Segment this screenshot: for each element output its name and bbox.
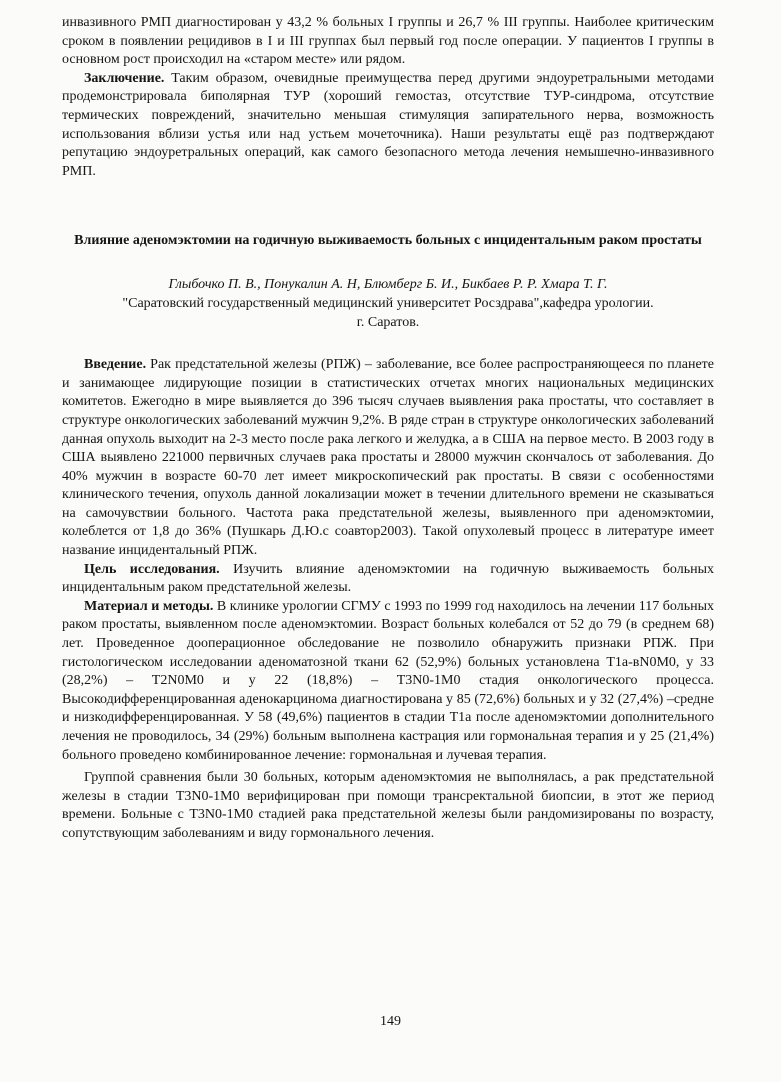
aim-text: Изучить влияние аденомэктомии на годичную выживаемость больных инцидентальным раком предстательной железы. bbox=[62, 561, 714, 596]
methods-label: Материал и методы. bbox=[84, 598, 214, 614]
methods-paragraph bbox=[62, 598, 714, 765]
article-title: Влияние аденомэктомии на годичную выживаемость больных с инцидентальным раком простаты bbox=[74, 233, 702, 249]
methods-text: В клинике урологии СГМУ с 1993 по 1999 год находилось на лечении 117 больных раком простаты, выявленном после аденомэктомии. Возраст больных колебался от 52 до 79 (в среднем 68) лет. Проведенное дооперационное обследование не позволило обнаружить признаки РПЖ. При гистологическом исследовании аденоматозной ткани 62 (52,9%) больных установлена T1a-вN0M0, у 33 (28,2%) – T2N0M0 и у 22 (18,8%) – T3N0-1M0 стадия онкологического процесса. Высокодифференцированная аденокарцинома диагностирована у 85 (72,6%) больных и у 32 (27,4%) –средне и низкодифференцированная. У 58 (49,6%) пациентов в стадии T1a после аденомэктомии дополнительного лечения не проводилось, 34 (29%) больным выполнена кастрация или гормональная терапия и у 25 (21,4%) больного проведено комбинированное лечение: гормональная и лучевая терапия. bbox=[62, 598, 714, 763]
article-city: г. Саратов. bbox=[356, 314, 420, 330]
previous-article-conclusion-paragraph bbox=[62, 70, 714, 182]
aim-paragraph bbox=[62, 561, 714, 598]
conclusion-label: Заключение. bbox=[84, 70, 165, 86]
page-number: 149 bbox=[380, 1014, 401, 1029]
introduction-paragraph bbox=[62, 356, 714, 561]
article-authors: Глыбочко П. В., Понукалин А. Н, Блюмберг Б. И., Бикбаев Р. Р. Хмара Т. Г. bbox=[168, 277, 608, 293]
introduction-label: Введение. bbox=[84, 357, 147, 373]
article-affiliation: "Саратовский государственный медицинский университет Росздрава",кафедра урологии. bbox=[122, 295, 654, 311]
spacer bbox=[62, 332, 714, 356]
comparison-group-paragraph: Группой сравнения были 30 больных, которым аденомэктомия не выполнялась, а рак предстательной железы в стадии T3N0-1M0 верифицирован при помощи трансректальной биопсии, в этот же период времени. Больные с T3N0-1M0 стадией рака предстательной железы были рандомизированы по возрасту, сопутствующим заболеваниям и виду гормонального лечения. bbox=[62, 770, 714, 841]
conclusion-text: Таким образом, очевидные преимущества перед другими эндоуретральными методами продемонстрировала биполярная ТУР (хороший гемостаз, отсутствие ТУР-синдрома, отсутствие термических повреждений, значительно меньшая стимуляция запирательного нерва, возможность использования вблизи устья или над устьем мочеточника). Наши результаты ещё раз подтверждают репутацию эндоуретральных операций, как самого безопасного метода лечения немышечно-инвазивного РМП. bbox=[62, 70, 714, 179]
aim-label: Цель исследования. bbox=[84, 561, 220, 577]
previous-article-results-paragraph: инвазивного РМП диагностирован у 43,2 % больных I группы и 26,7 % III группы. Наиболее критическим сроком в появлении рецидивов в I и III группах был первый год после операции. У пациентов I группы в основном рост происходил на «старом месте» или рядом. bbox=[62, 15, 714, 68]
introduction-text: Рак предстательной железы (РПЖ) – заболевание, все более распространяющееся по планете и занимающее лидирующие позиции в статистических отчетах многих национальных медицинских комитетов. Ежегодно в мире выявляется до 396 тысяч случаев выявления рака простаты, что составляет в структуре онкологических заболеваний мужчин 9,2%. В ряде стран в структуре онкологических заболеваний данная опухоль выходит на 2-3 место после рака легкого и желудка, а в США на первое место. В 2003 году в США выявлено 221000 первичных случаев рака простаты и 28000 мужчин скончалось от заболевания. До 40% мужчин в возрасте 60-70 лет имеет микроскопический рак простаты. В связи с особенностями клинического течения, опухоль данной локализации может в течении длительного времени не сказываться на самочувствии больного. Частота рака предстательной железы, выявленного при аденомэктомии, колеблется от 1,8 до 36% (Пушкарь Д.Ю.с соавтор2003). Такой опухолевый процесс в литературе имеет название инцидентальный РПЖ. bbox=[62, 357, 714, 559]
page-content bbox=[62, 14, 714, 844]
